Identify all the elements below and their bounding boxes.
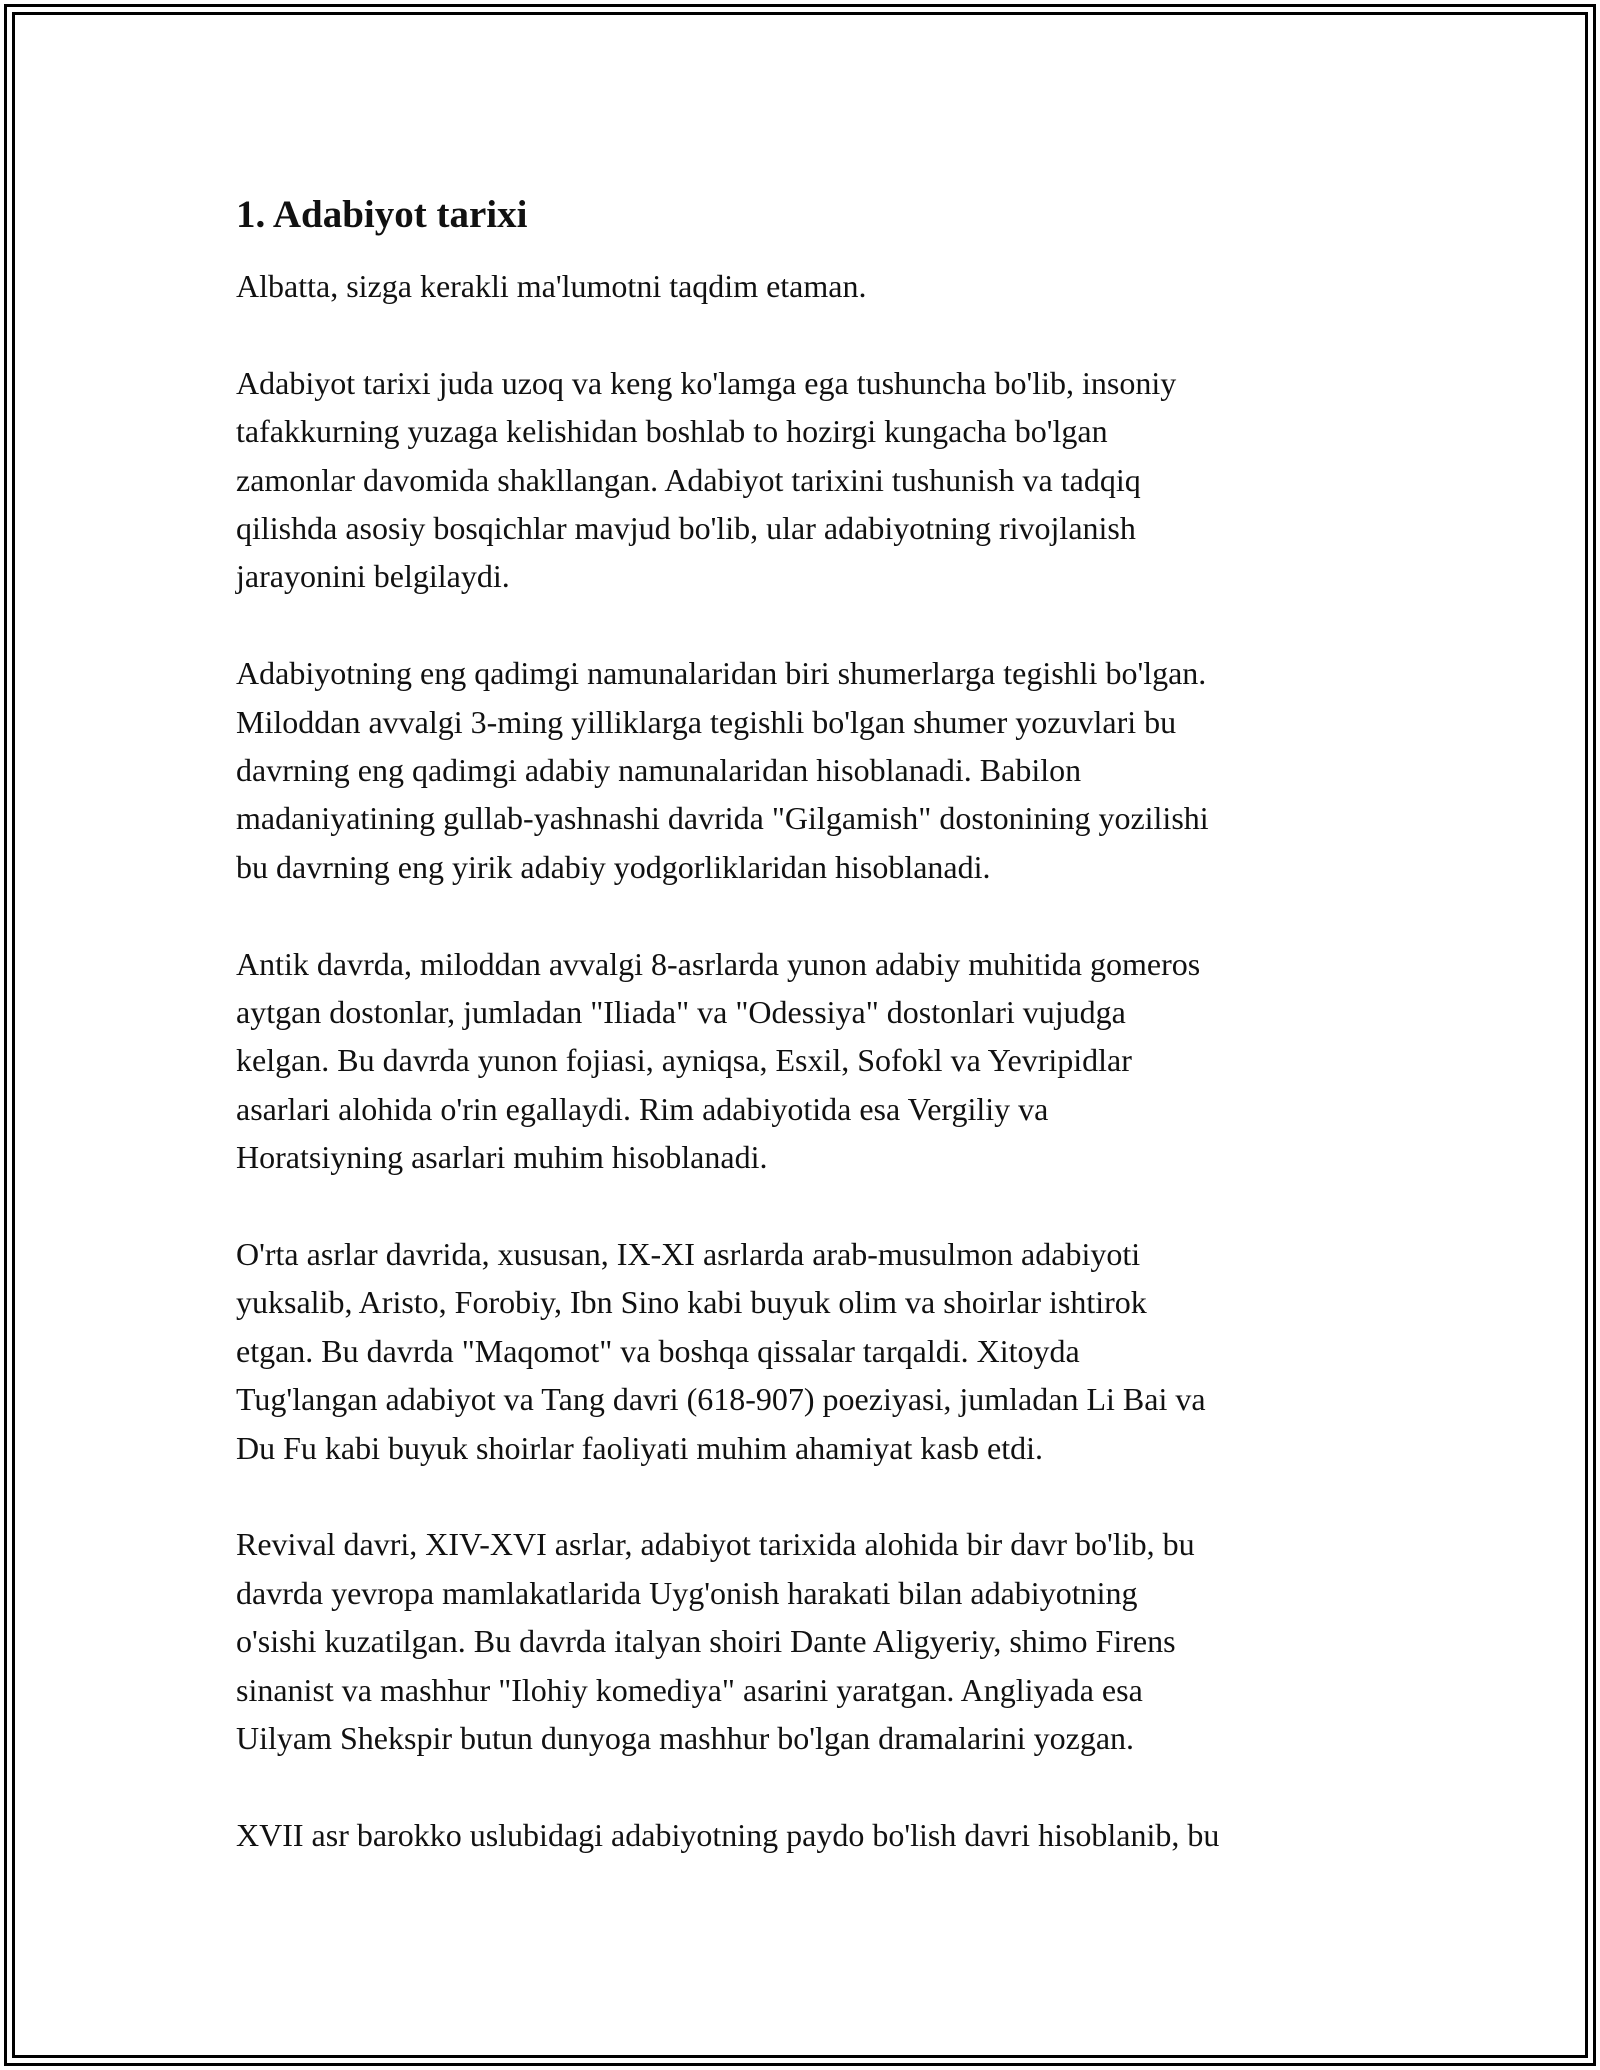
paragraph-sumerian: Adabiyotning eng qadimgi namunalaridan biri shumerlarga tegishli bo'lgan. Miloddan avvalgi 3-ming yilliklarga tegishli bo'lgan shumer yozuvlari bu davrning eng qadimgi adabiy namunalaridan hisoblanadi. Babilon madaniyatining gullab-yashnashi davrida "Gilgamish" dostonining yozilishi bu davrning eng yirik adabiy yodgorliklaridan hisoblanadi.	[236, 655, 1209, 885]
paragraph-intro: Albatta, sizga kerakli ma'lumotni taqdim etaman.	[236, 268, 867, 304]
paragraph-baroque: XVII asr barokko uslubidagi adabiyotning paydo bo'lish davri hisoblanib, bu	[236, 1816, 1220, 1853]
section-heading: 1. Adabiyot tarixi	[236, 193, 528, 236]
paragraph-antiquity: Antik davrda, miloddan avvalgi 8-asrlarda yunon adabiy muhitida gomeros aytgan dostonlar, jumladan "Iliada" va "Odessiya" dostonlari vujudga kelgan. Bu davrda yunon fojiasi, ayniqsa, Esxil, Sofokl va Yevripidlar asarlari alohida o'rin egallaydi. Rim adabiyotida esa Vergiliy va Horatsiyning asarlari muhim hisoblanadi.	[236, 945, 1201, 1176]
paragraph-overview: Adabiyot tarixi juda uzoq va keng ko'lamga ega tushuncha bo'lib, insoniy tafakkurning yuzaga kelishidan boshlab to hozirgi kungacha bo'lgan zamonlar davomida shakllangan. Adabiyot tarixini tushunish va tadqiq qilishda asosiy bosqichlar mavjud bo'lib, ular adabiyotning rivojlanish jarayonini belgilaydi.	[236, 364, 1177, 595]
document-body	[236, 190, 1376, 1908]
paragraph-middle-ages: O'rta asrlar davrida, xususan, IX-XI asrlarda arab-musulmon adabiyoti yuksalib, Aristo, Forobiy, Ibn Sino kabi buyuk olim va shoirlar ishtirok etgan. Bu davrda "Maqomot" va boshqa qissalar tarqaldi. Xitoyda Tug'langan adabiyot va Tang davri (618-907) poeziyasi, jumladan Li Bai va Du Fu kabi buyuk shoirlar faoliyati muhim ahamiyat kasb etdi.	[236, 1236, 1206, 1466]
paragraph-renaissance: Revival davri, XIV-XVI asrlar, adabiyot tarixida alohida bir davr bo'lib, bu davrda yevropa mamlakatlarida Uyg'onish harakati bilan adabiyotning o'sishi kuzatilgan. Bu davrda italyan shoiri Dante Aligyeriy, shimo Firens sinanist va mashhur "Ilohiy komediya" asarini yaratgan. Angliyada esa Uilyam Shekspir butun dunyoga mashhur bo'lgan dramalarini yozgan.	[236, 1526, 1195, 1757]
